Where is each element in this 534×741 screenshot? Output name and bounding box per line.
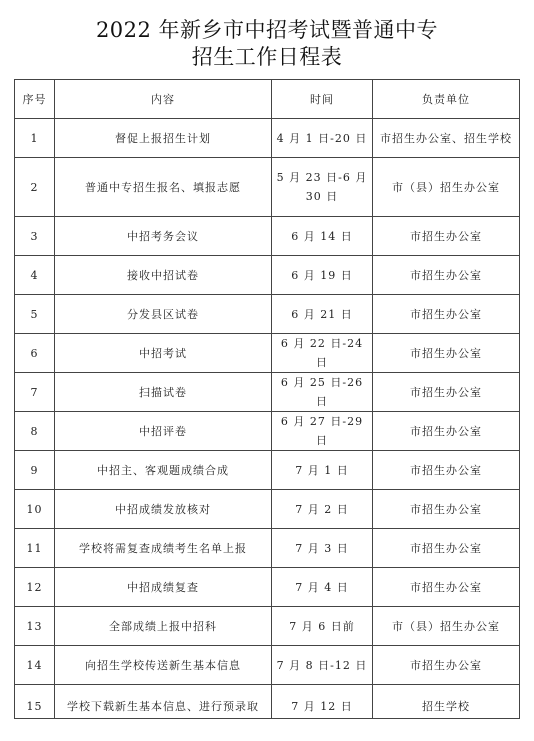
table-header-row (15, 80, 520, 119)
cell-no: 8 (15, 412, 55, 451)
cell-no: 4 (15, 256, 55, 295)
cell-unit: 市（县）招生办公室 (373, 158, 520, 217)
table-row (15, 451, 520, 490)
cell-content: 中招考试 (55, 334, 272, 373)
cell-content: 普通中专招生报名、填报志愿 (55, 158, 272, 217)
cell-unit: 市招生办公室 (373, 295, 520, 334)
cell-no: 15 (15, 685, 55, 719)
cell-content: 全部成绩上报中招科 (55, 607, 272, 646)
cell-time: 5 月 23 日-6 月 30 日 (272, 158, 373, 217)
cell-time: 7 月 3 日 (272, 529, 373, 568)
cell-time: 4 月 1 日-20 日 (272, 119, 373, 158)
cell-time: 7 月 12 日 (272, 685, 373, 719)
table-row (15, 607, 520, 646)
cell-content: 中招考务会议 (55, 217, 272, 256)
table-row (15, 529, 520, 568)
schedule-table (14, 79, 520, 719)
cell-no: 2 (15, 158, 55, 217)
table-row (15, 256, 520, 295)
cell-time: 7 月 1 日 (272, 451, 373, 490)
cell-unit: 市（县）招生办公室 (373, 607, 520, 646)
cell-time: 7 月 8 日-12 日 (272, 646, 373, 685)
cell-time: 7 月 4 日 (272, 568, 373, 607)
cell-content: 中招评卷 (55, 412, 272, 451)
cell-content: 中招成绩发放核对 (55, 490, 272, 529)
header-unit: 负责单位 (373, 80, 520, 119)
cell-content: 督促上报招生计划 (55, 119, 272, 158)
cell-content: 接收中招试卷 (55, 256, 272, 295)
page-title-line-2: 招生工作日程表 (191, 45, 343, 69)
cell-time: 6 月 25 日-26 日 (272, 373, 373, 412)
cell-content: 分发县区试卷 (55, 295, 272, 334)
cell-no: 7 (15, 373, 55, 412)
cell-content: 中招主、客观题成绩合成 (55, 451, 272, 490)
cell-unit: 市招生办公室 (373, 529, 520, 568)
table-row (15, 685, 520, 719)
cell-unit: 招生学校 (373, 685, 520, 719)
cell-time: 6 月 14 日 (272, 217, 373, 256)
cell-no: 3 (15, 217, 55, 256)
cell-time: 6 月 21 日 (272, 295, 373, 334)
cell-unit: 市招生办公室 (373, 568, 520, 607)
cell-no: 6 (15, 334, 55, 373)
cell-unit: 市招生办公室 (373, 217, 520, 256)
cell-content: 中招成绩复查 (55, 568, 272, 607)
table-row (15, 334, 520, 373)
table-row (15, 568, 520, 607)
header-content: 内容 (55, 80, 272, 119)
table-row (15, 490, 520, 529)
cell-unit: 市招生办公室 (373, 451, 520, 490)
cell-time: 6 月 19 日 (272, 256, 373, 295)
cell-content: 学校将需复查成绩考生名单上报 (55, 529, 272, 568)
cell-no: 12 (15, 568, 55, 607)
cell-content: 向招生学校传送新生基本信息 (55, 646, 272, 685)
cell-no: 1 (15, 119, 55, 158)
cell-unit: 市招生办公室 (373, 334, 520, 373)
cell-unit: 市招生办公室 (373, 646, 520, 685)
table-row (15, 158, 520, 217)
cell-unit: 市招生办公室 (373, 412, 520, 451)
cell-unit: 市招生办公室 (373, 256, 520, 295)
table-row (15, 119, 520, 158)
cell-unit: 市招生办公室、招生学校 (373, 119, 520, 158)
cell-time: 6 月 27 日-29 日 (272, 412, 373, 451)
table-row (15, 373, 520, 412)
table-row (15, 295, 520, 334)
cell-time: 7 月 2 日 (272, 490, 373, 529)
cell-content: 扫描试卷 (55, 373, 272, 412)
cell-no: 5 (15, 295, 55, 334)
cell-time: 7 月 6 日前 (272, 607, 373, 646)
header-no: 序号 (15, 80, 55, 119)
cell-unit: 市招生办公室 (373, 373, 520, 412)
cell-no: 13 (15, 607, 55, 646)
table-row (15, 646, 520, 685)
cell-unit: 市招生办公室 (373, 490, 520, 529)
cell-time: 6 月 22 日-24 日 (272, 334, 373, 373)
table-row (15, 217, 520, 256)
cell-no: 10 (15, 490, 55, 529)
page-title-line-1: 2022 年新乡市中招考试暨普通中专 (95, 18, 439, 42)
table-row (15, 412, 520, 451)
cell-no: 11 (15, 529, 55, 568)
cell-content: 学校下载新生基本信息、进行预录取 (55, 685, 272, 719)
cell-no: 9 (15, 451, 55, 490)
cell-no: 14 (15, 646, 55, 685)
header-time: 时间 (272, 80, 373, 119)
